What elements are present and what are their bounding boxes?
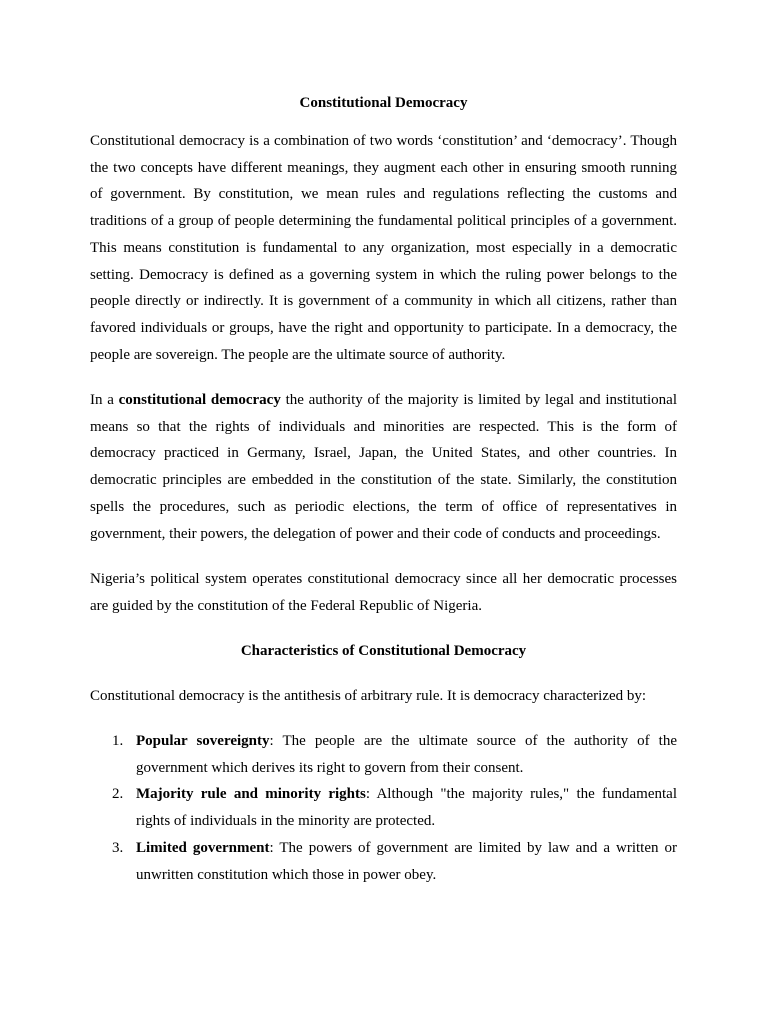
characteristics-intro: Constitutional democracy is the antithesis of arbitrary rule. It is democracy characterized by: (90, 688, 647, 704)
characteristics-heading: Characteristics of Constitutional Democracy (240, 643, 527, 659)
list-term: Limited government (136, 839, 270, 856)
list-number: 1. (112, 733, 124, 749)
list-item (90, 835, 677, 888)
constitutional-democracy-paragraph (90, 387, 677, 547)
list-number: 2. (112, 786, 124, 803)
list-text: : The people are the ultimate source of the authority of the government which derives its right to govern from their consent. (136, 733, 677, 776)
list-term: Popular sovereignty (136, 733, 270, 749)
list-term: Majority rule and minority rights (136, 786, 366, 803)
bold-term: constitutional democracy (118, 392, 281, 408)
paragraph-rest: the authority of the majority is limited by legal and institutional means so that the rights of individuals and minorities are respected. This is the form of democracy practiced in Germany, Israel, Japan, the United States, and other countries. In democratic principles are embedded in the constitution of the state. Similarly, the constitution spells the procedures, such as periodic elections, the term of office of representatives in government, their powers, the delegation of power and their code of conducts and proceedings. (90, 392, 677, 542)
list-text: : Although "the majority rules," the fundamental rights of individuals in the minority are protected. (136, 786, 677, 830)
paragraph-prefix: In a (90, 392, 119, 408)
list-text: : The powers of government are limited by law and a written or unwritten constitution which those in power obey. (136, 839, 677, 883)
nigeria-paragraph: Nigeria’s political system operates constitutional democracy since all her democratic processes are guided by the constitution of the Federal Republic of Nigeria. (90, 571, 677, 614)
intro-paragraph: Constitutional democracy is a combination of two words ‘constitution’ and ‘democracy’. Though the two concepts have different meanings, they augment each other in ensuring smooth running of government. By constitution, we mean rules and regulations reflecting the customs and traditions of a group of people determining the fundamental political principles of a government. This means constitution is fundamental to any organization, most especially in a democratic setting. Democracy is defined as a governing system in which the ruling power belongs to the people directly or indirectly. It is government of a community in which all citizens, rather than favored individuals or groups, have the right and opportunity to participate. In a democracy, the people are sovereign. The people are the ultimate source of authority. (90, 133, 677, 363)
characteristics-list (90, 728, 677, 888)
document-title: Constitutional Democracy (299, 95, 468, 111)
list-item (90, 781, 677, 834)
list-number: 3. (112, 839, 124, 856)
list-item (90, 728, 677, 781)
